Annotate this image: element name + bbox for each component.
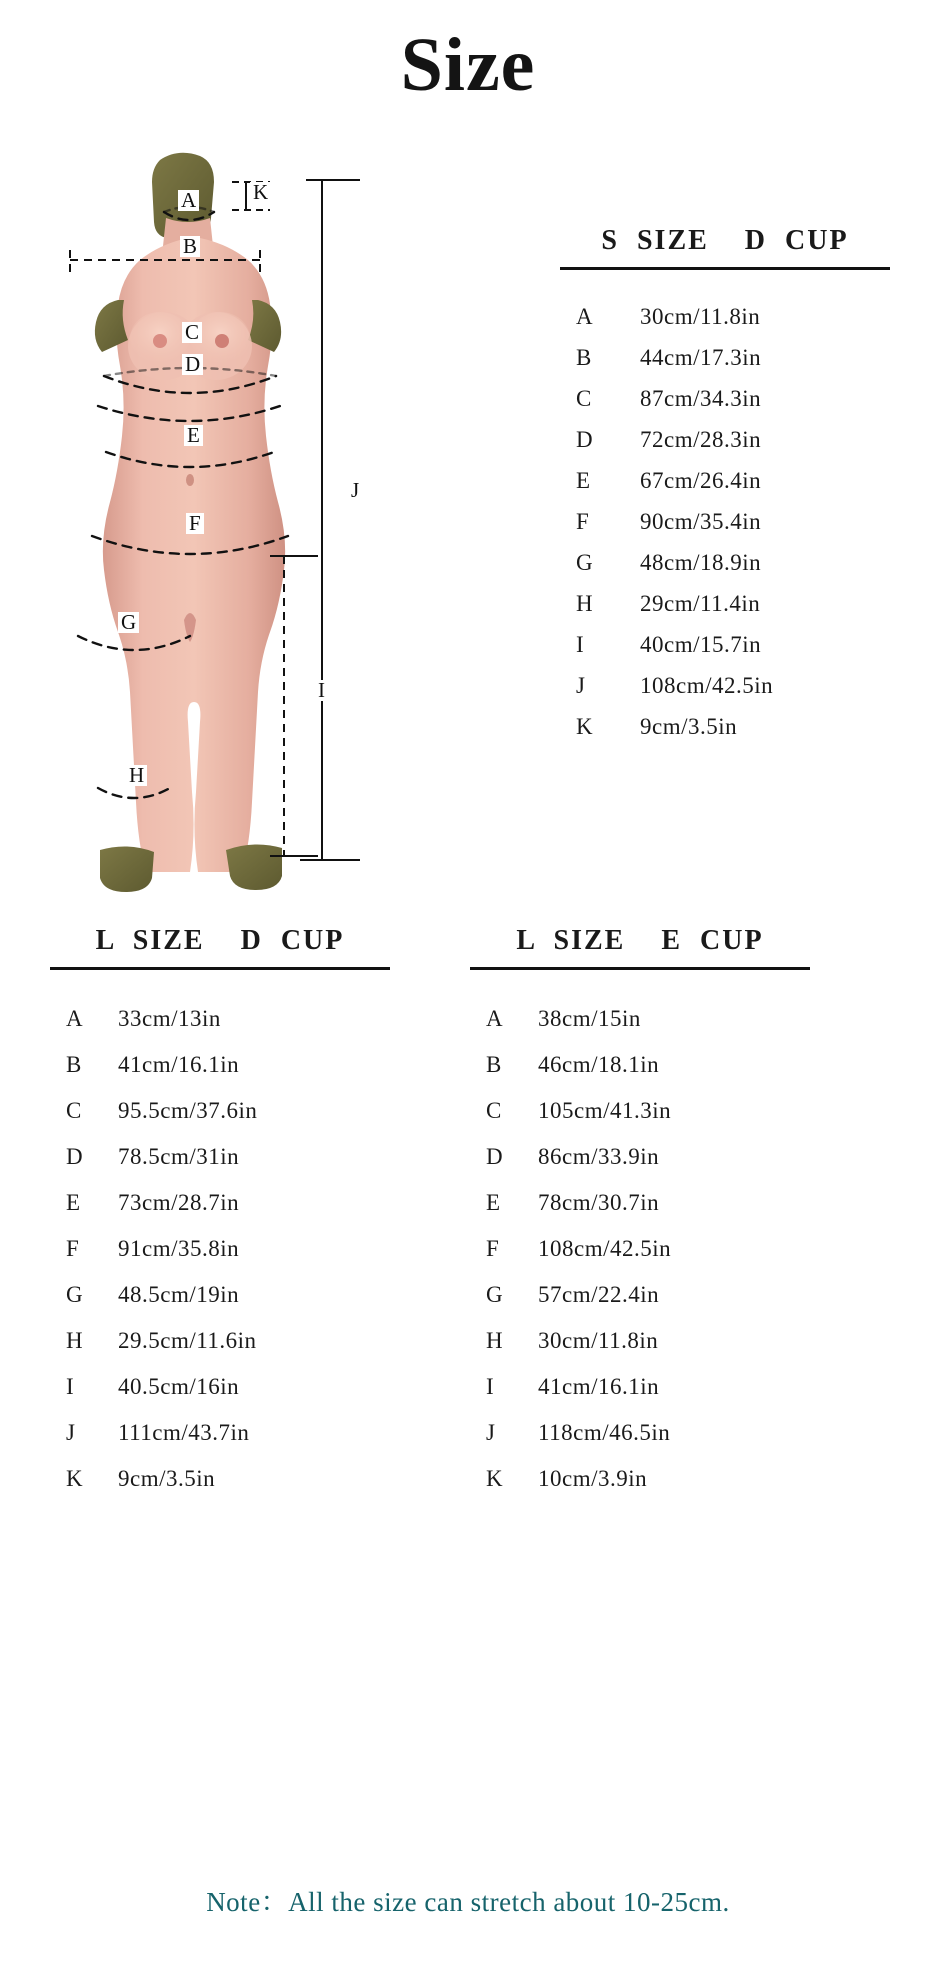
body-illustration bbox=[60, 150, 480, 910]
table-header: L SIZE D CUP bbox=[95, 925, 345, 956]
table-rule bbox=[50, 967, 390, 970]
dimension-label-i: I bbox=[315, 680, 328, 701]
table-row bbox=[560, 714, 890, 755]
row-value: 30cm/11.8in bbox=[538, 1328, 659, 1353]
row-key: A bbox=[66, 1006, 83, 1031]
table-row bbox=[560, 345, 890, 386]
table-row bbox=[470, 1006, 810, 1052]
row-key: F bbox=[66, 1236, 79, 1261]
table-rule bbox=[470, 967, 810, 970]
table-header: S SIZE D CUP bbox=[601, 225, 849, 256]
page-title: Size bbox=[400, 23, 536, 107]
table-row bbox=[50, 1374, 390, 1420]
row-value: 72cm/28.3in bbox=[640, 427, 762, 452]
row-key: A bbox=[576, 304, 593, 329]
row-key: D bbox=[576, 427, 593, 452]
row-key: K bbox=[576, 714, 593, 739]
row-value: 108cm/42.5in bbox=[538, 1236, 672, 1261]
row-value: 48cm/18.9in bbox=[640, 550, 762, 575]
table-row bbox=[50, 1190, 390, 1236]
table-row bbox=[560, 304, 890, 345]
row-value: 33cm/13in bbox=[118, 1006, 221, 1031]
table-row bbox=[50, 1420, 390, 1466]
dimension-label-c: C bbox=[182, 322, 202, 343]
row-value: 40cm/15.7in bbox=[640, 632, 762, 657]
table-rule bbox=[560, 267, 890, 270]
row-value: 111cm/43.7in bbox=[118, 1420, 250, 1445]
row-key: H bbox=[66, 1328, 83, 1353]
size-table-l-d-cup bbox=[50, 925, 390, 1512]
dimension-label-d: D bbox=[182, 354, 203, 375]
row-key: B bbox=[66, 1052, 82, 1077]
row-key: F bbox=[486, 1236, 499, 1261]
row-key: J bbox=[66, 1420, 75, 1445]
row-value: 78cm/30.7in bbox=[538, 1190, 660, 1215]
table-row bbox=[560, 550, 890, 591]
dimension-label-h: H bbox=[126, 765, 147, 786]
table-row bbox=[470, 1420, 810, 1466]
table-row bbox=[470, 1098, 810, 1144]
table-row bbox=[560, 509, 890, 550]
table-row bbox=[470, 1190, 810, 1236]
row-key: K bbox=[66, 1466, 83, 1491]
row-key: B bbox=[576, 345, 592, 370]
row-value: 108cm/42.5in bbox=[640, 673, 774, 698]
table-row bbox=[50, 1282, 390, 1328]
table-row bbox=[560, 591, 890, 632]
row-key: G bbox=[486, 1282, 503, 1307]
row-key: I bbox=[66, 1374, 74, 1399]
dimension-label-e: E bbox=[184, 425, 203, 446]
row-value: 41cm/16.1in bbox=[538, 1374, 660, 1399]
row-key: E bbox=[486, 1190, 501, 1215]
row-value: 29cm/11.4in bbox=[640, 591, 761, 616]
stretch-note: Note：All the size can stretch about 10-25cm. bbox=[206, 1887, 730, 1917]
row-key: I bbox=[576, 632, 584, 657]
row-key: C bbox=[486, 1098, 502, 1123]
row-key: C bbox=[576, 386, 592, 411]
dimension-label-a: A bbox=[178, 190, 199, 211]
table-row bbox=[560, 632, 890, 673]
size-table-s-d-cup bbox=[560, 225, 890, 755]
table-row bbox=[50, 1098, 390, 1144]
row-key: F bbox=[576, 509, 589, 534]
table-rows bbox=[560, 304, 890, 755]
row-value: 46cm/18.1in bbox=[538, 1052, 660, 1077]
row-key: H bbox=[486, 1328, 503, 1353]
row-value: 91cm/35.8in bbox=[118, 1236, 240, 1261]
row-value: 30cm/11.8in bbox=[640, 304, 761, 329]
dimension-label-f: F bbox=[186, 513, 204, 534]
row-value: 90cm/35.4in bbox=[640, 509, 762, 534]
dimension-label-k: K bbox=[250, 182, 271, 203]
table-row bbox=[560, 673, 890, 714]
table-row bbox=[50, 1144, 390, 1190]
dimension-label-b: B bbox=[180, 236, 200, 257]
table-row bbox=[470, 1144, 810, 1190]
row-value: 29.5cm/11.6in bbox=[118, 1328, 257, 1353]
table-row bbox=[560, 427, 890, 468]
row-value: 38cm/15in bbox=[538, 1006, 641, 1031]
table-row bbox=[50, 1236, 390, 1282]
row-key: E bbox=[66, 1190, 81, 1215]
measurement-figure bbox=[60, 150, 480, 910]
table-row bbox=[470, 1328, 810, 1374]
row-key: J bbox=[486, 1420, 495, 1445]
row-key: K bbox=[486, 1466, 503, 1491]
table-row bbox=[50, 1466, 390, 1512]
row-key: E bbox=[576, 468, 591, 493]
size-table-l-e-cup bbox=[470, 925, 810, 1512]
row-value: 40.5cm/16in bbox=[118, 1374, 240, 1399]
row-value: 86cm/33.9in bbox=[538, 1144, 660, 1169]
row-value: 95.5cm/37.6in bbox=[118, 1098, 258, 1123]
table-rows bbox=[470, 1006, 810, 1512]
row-key: G bbox=[576, 550, 593, 575]
table-header: L SIZE E CUP bbox=[516, 925, 764, 956]
dimension-label-g: G bbox=[118, 612, 139, 633]
row-key: D bbox=[486, 1144, 503, 1169]
row-value: 10cm/3.9in bbox=[538, 1466, 648, 1491]
table-row bbox=[470, 1052, 810, 1098]
row-value: 87cm/34.3in bbox=[640, 386, 762, 411]
row-value: 78.5cm/31in bbox=[118, 1144, 240, 1169]
row-key: D bbox=[66, 1144, 83, 1169]
dimension-label-j: J bbox=[348, 480, 362, 501]
row-value: 41cm/16.1in bbox=[118, 1052, 240, 1077]
table-row bbox=[470, 1236, 810, 1282]
table-row bbox=[50, 1052, 390, 1098]
row-value: 48.5cm/19in bbox=[118, 1282, 240, 1307]
table-rows bbox=[50, 1006, 390, 1512]
row-key: H bbox=[576, 591, 593, 616]
row-key: C bbox=[66, 1098, 82, 1123]
row-value: 105cm/41.3in bbox=[538, 1098, 672, 1123]
row-value: 44cm/17.3in bbox=[640, 345, 762, 370]
table-row bbox=[560, 386, 890, 427]
row-value: 9cm/3.5in bbox=[640, 714, 738, 739]
table-row bbox=[470, 1374, 810, 1420]
table-row bbox=[50, 1328, 390, 1374]
table-row bbox=[560, 468, 890, 509]
row-key: I bbox=[486, 1374, 494, 1399]
table-row bbox=[470, 1282, 810, 1328]
table-row bbox=[50, 1006, 390, 1052]
row-value: 9cm/3.5in bbox=[118, 1466, 216, 1491]
row-key: B bbox=[486, 1052, 502, 1077]
row-key: A bbox=[486, 1006, 503, 1031]
row-value: 67cm/26.4in bbox=[640, 468, 762, 493]
row-value: 118cm/46.5in bbox=[538, 1420, 671, 1445]
row-key: G bbox=[66, 1282, 83, 1307]
row-value: 73cm/28.7in bbox=[118, 1190, 240, 1215]
table-row bbox=[470, 1466, 810, 1512]
row-key: J bbox=[576, 673, 585, 698]
row-value: 57cm/22.4in bbox=[538, 1282, 660, 1307]
